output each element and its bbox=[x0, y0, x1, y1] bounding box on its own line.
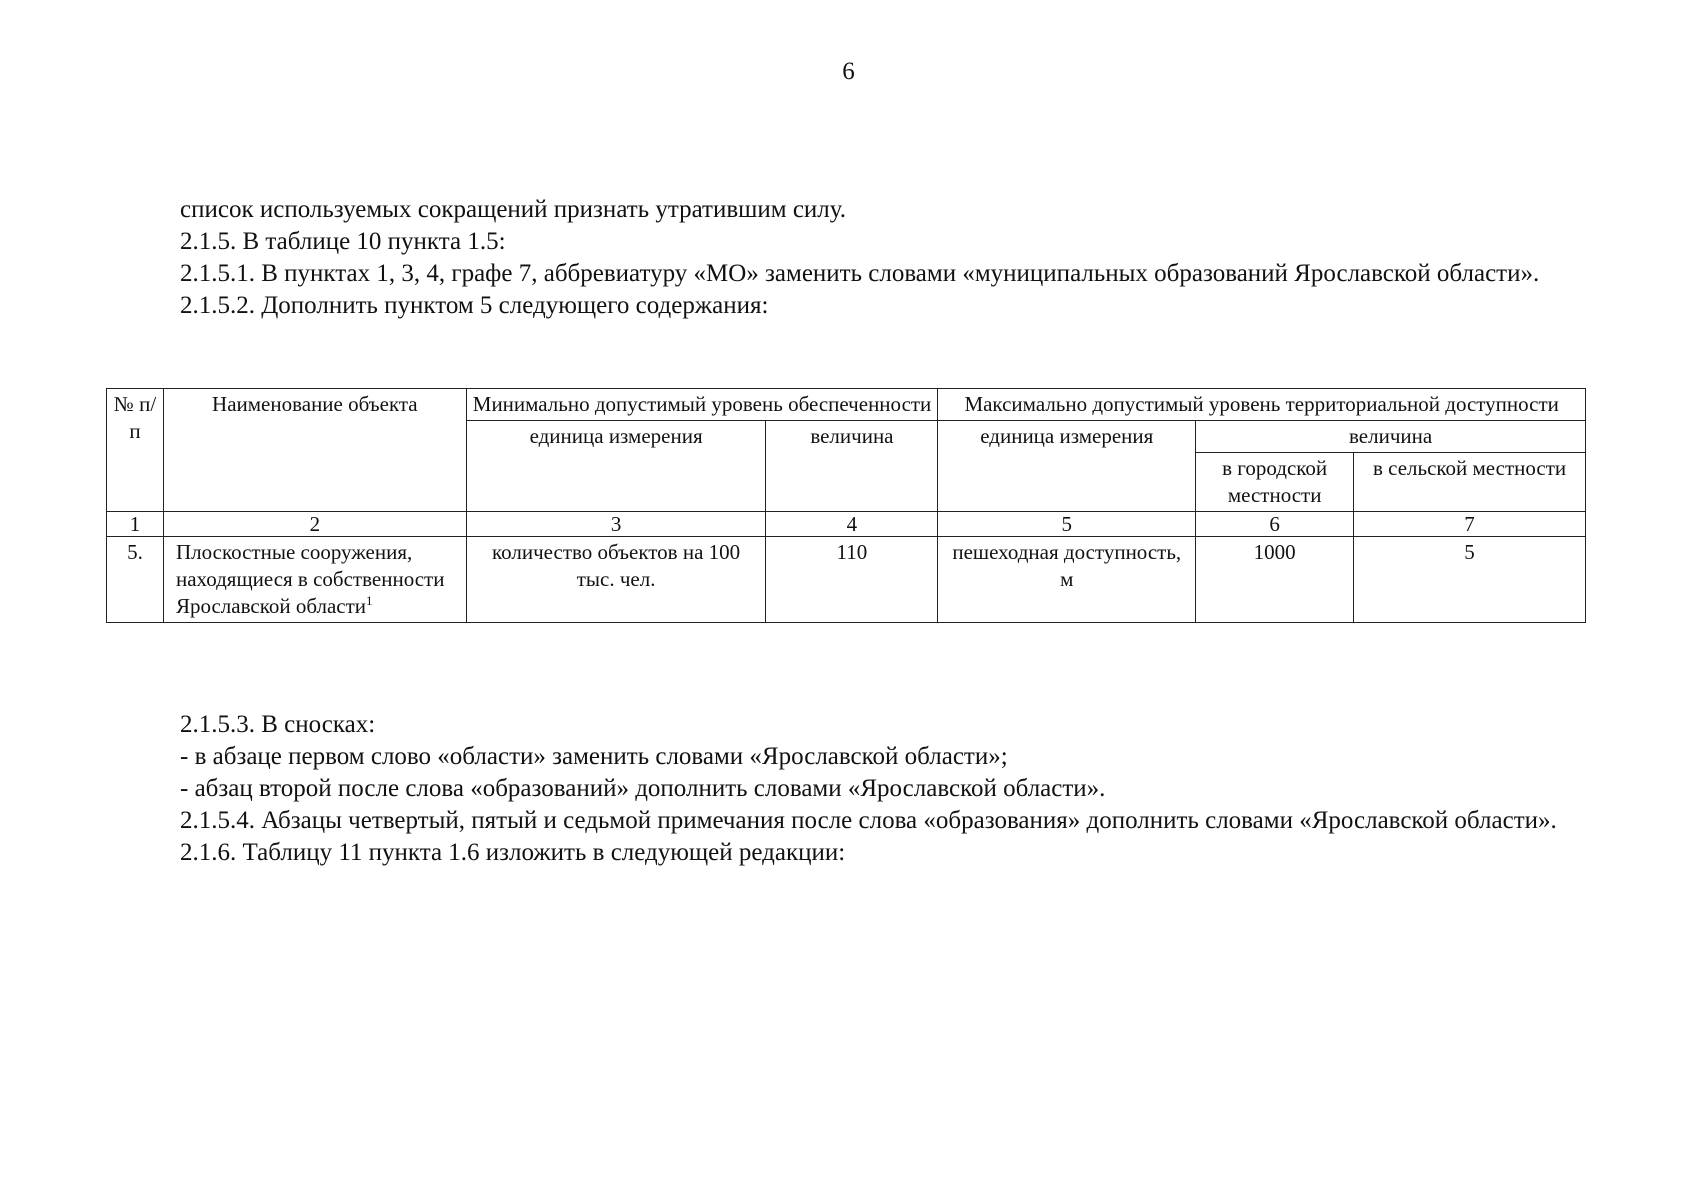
row-rural: 5 bbox=[1354, 537, 1586, 623]
page-number: 6 bbox=[842, 58, 855, 85]
header-name: Наименование объекта bbox=[163, 389, 466, 512]
header-value-min: величина bbox=[766, 421, 938, 512]
header-num: № п/п bbox=[107, 389, 164, 512]
column-number: 6 bbox=[1196, 512, 1354, 537]
header-max-level: Максимально допустимый уровень территориальной доступности bbox=[938, 389, 1586, 421]
header-urban: в городской местности bbox=[1196, 453, 1354, 512]
header-unit-min: единица измерения bbox=[466, 421, 766, 512]
row-num: 5. bbox=[107, 537, 164, 623]
column-number: 4 bbox=[766, 512, 938, 537]
header-unit-max: единица измерения bbox=[938, 421, 1196, 512]
paragraph-6: - в абзаце первом слово «области» заменить словами «Ярославской области»; bbox=[180, 743, 1008, 770]
paragraph-8: 2.1.5.4. Абзацы четвертый, пятый и седьмой примечания после слова «образования» дополнить словами «Ярославской области». bbox=[180, 807, 1557, 834]
column-number: 1 bbox=[107, 512, 164, 537]
column-numbers-row bbox=[107, 512, 1586, 537]
column-number: 2 bbox=[163, 512, 466, 537]
row-unit-max: пешеходная доступность, м bbox=[938, 537, 1196, 623]
footnote-marker: 1 bbox=[366, 593, 373, 608]
paragraph-2: 2.1.5. В таблице 10 пункта 1.5: bbox=[180, 228, 506, 255]
header-min-level: Минимально допустимый уровень обеспеченности bbox=[466, 389, 938, 421]
paragraph-5: 2.1.5.3. В сносках: bbox=[180, 711, 376, 738]
paragraph-3: 2.1.5.1. В пунктах 1, 3, 4, графе 7, аббревиатуру «МО» заменить словами «муниципальных образований Ярославской области». bbox=[180, 260, 1540, 287]
paragraph-1: список используемых сокращений признать утратившим силу. bbox=[180, 196, 847, 223]
header-rural: в сельской местности bbox=[1354, 453, 1586, 512]
paragraph-7: - абзац второй после слова «образований» дополнить словами «Ярославской области». bbox=[180, 775, 1106, 802]
row-value-min: 110 bbox=[766, 537, 938, 623]
row-unit-min: количество объектов на 100 тыс. чел. bbox=[466, 537, 766, 623]
row-name-cell bbox=[163, 537, 466, 623]
column-number: 7 bbox=[1354, 512, 1586, 537]
column-number: 5 bbox=[938, 512, 1196, 537]
norms-table bbox=[106, 388, 1586, 623]
paragraph-9: 2.1.6. Таблицу 11 пункта 1.6 изложить в следующей редакции: bbox=[180, 839, 846, 866]
header-value-max: величина bbox=[1196, 421, 1586, 453]
paragraphs-bottom bbox=[108, 709, 1584, 869]
header-row-1 bbox=[107, 389, 1586, 421]
row-urban: 1000 bbox=[1196, 537, 1354, 623]
table-row bbox=[107, 537, 1586, 623]
paragraphs-top bbox=[108, 194, 1584, 322]
row-name: Плоскостные сооружения, находящиеся в собственности Ярославской области bbox=[175, 540, 445, 618]
paragraph-4: 2.1.5.2. Дополнить пунктом 5 следующего содержания: bbox=[180, 292, 769, 319]
column-number: 3 bbox=[466, 512, 766, 537]
